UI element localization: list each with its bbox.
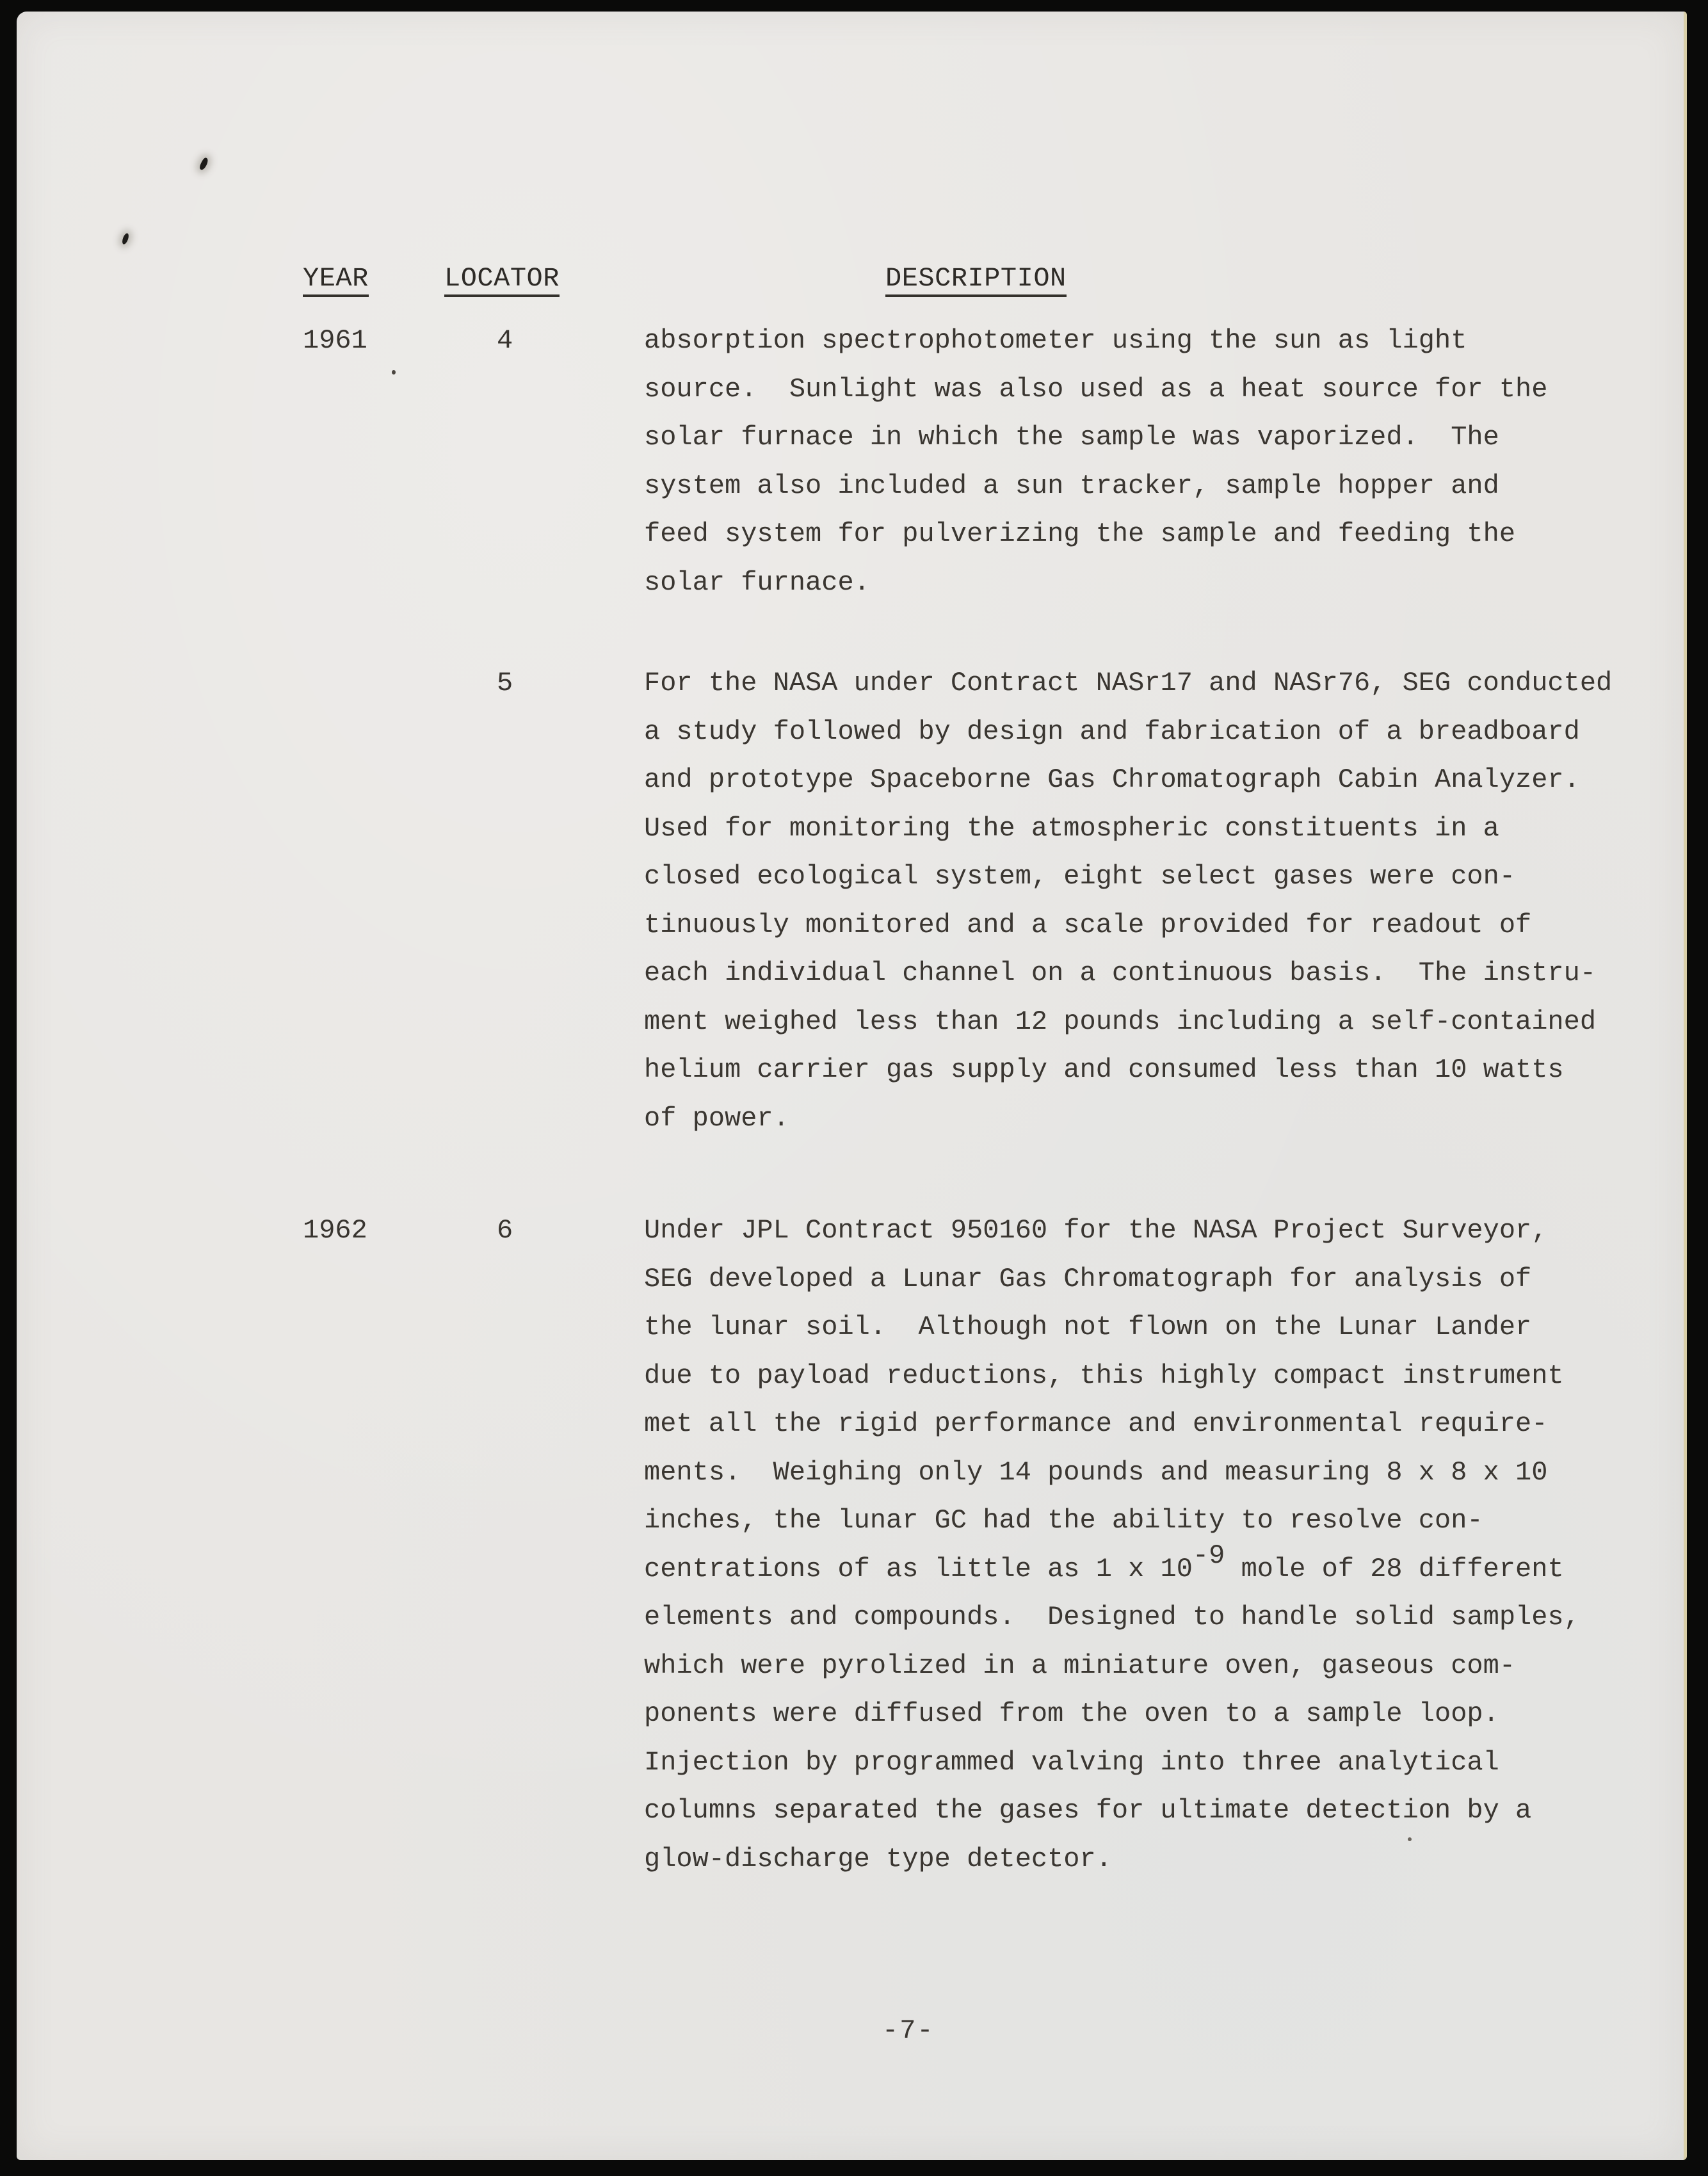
description-line: Under JPL Contract 950160 for the NASA Project Surveyor, xyxy=(644,1215,1548,1246)
description-line: ments. Weighing only 14 pounds and measuring 8 x 8 x 10 xyxy=(644,1456,1548,1488)
column-header-description-label: DESCRIPTION xyxy=(885,263,1067,297)
description-line: SEG developed a Lunar Gas Chromatograph for analysis of xyxy=(644,1263,1532,1294)
description-line: ponents were diffused from the oven to a sample loop. xyxy=(644,1698,1499,1729)
staple-mark xyxy=(121,232,130,245)
year-value: 1962 xyxy=(303,1215,367,1246)
document-page xyxy=(17,12,1687,2160)
staple-mark xyxy=(198,157,209,171)
description-line: Used for monitoring the atmospheric constituents in a xyxy=(644,812,1499,844)
column-header-locator-label: LOCATOR xyxy=(444,263,560,297)
description-line: each individual channel on a continuous basis. The instru- xyxy=(644,958,1597,988)
description-line: Injection by programmed valving into three analytical xyxy=(644,1746,1499,1778)
description-line: elements and compounds. Designed to handle solid samples, xyxy=(644,1602,1580,1632)
paper-speck xyxy=(392,370,396,375)
description-line-with-superscript xyxy=(644,1540,1668,1594)
description-line: system also included a sun tracker, sample hopper and xyxy=(644,470,1499,501)
description-line: columns separated the gases for ultimate detection by a xyxy=(644,1795,1532,1826)
description-line: a study followed by design and fabrication of a breadboard xyxy=(644,716,1580,747)
page-number: -7- xyxy=(882,2015,935,2046)
column-header-description xyxy=(885,263,1067,297)
description-paragraph xyxy=(644,317,1668,607)
column-header-locator xyxy=(444,263,560,297)
locator-value: 6 xyxy=(497,1215,513,1246)
description-line: the lunar soil. Although not flown on the Lunar Lander xyxy=(644,1312,1532,1342)
description-line-pre: centrations of as little as 1 x 10 xyxy=(644,1553,1193,1584)
description-line: For the NASA under Contract NASr17 and NASr76, SEG conducted xyxy=(644,668,1613,698)
superscript-exponent: -9 xyxy=(1192,1540,1225,1572)
description-line: helium carrier gas supply and consumed less than 10 watts xyxy=(644,1054,1564,1085)
description-line: inches, the lunar GC had the ability to resolve con- xyxy=(644,1505,1483,1536)
column-header-year xyxy=(303,263,369,297)
description-line: due to payload reductions, this highly compact instrument xyxy=(644,1360,1564,1391)
description-line: solar furnace. xyxy=(644,567,870,598)
description-line: ment weighed less than 12 pounds including a self-contained xyxy=(644,1006,1597,1037)
description-paragraph xyxy=(644,659,1668,1143)
column-header-year-label: YEAR xyxy=(303,263,369,297)
description-line: source. Sunlight was also used as a heat source for the xyxy=(644,373,1548,405)
description-line: feed system for pulverizing the sample and feeding the xyxy=(644,519,1516,549)
description-line: tinuously monitored and a scale provided for readout of xyxy=(644,909,1532,940)
description-line: met all the rigid performance and environmental require- xyxy=(644,1408,1548,1439)
description-line: closed ecological system, eight select gases were con- xyxy=(644,861,1516,892)
description-paragraph xyxy=(644,1207,1668,1883)
description-line: solar furnace in which the sample was vaporized. The xyxy=(644,422,1499,453)
description-line: glow-discharge type detector. xyxy=(644,1843,1112,1874)
locator-value: 4 xyxy=(497,325,513,356)
description-line: which were pyrolized in a miniature oven, gaseous com- xyxy=(644,1650,1516,1681)
description-line: of power. xyxy=(644,1102,789,1134)
year-value: 1961 xyxy=(303,325,367,356)
locator-value: 5 xyxy=(497,668,513,698)
description-line: absorption spectrophotometer using the sun as light xyxy=(644,325,1467,356)
description-line-post: mole of 28 different xyxy=(1225,1553,1564,1584)
description-line: and prototype Spaceborne Gas Chromatograph Cabin Analyzer. xyxy=(644,764,1580,795)
